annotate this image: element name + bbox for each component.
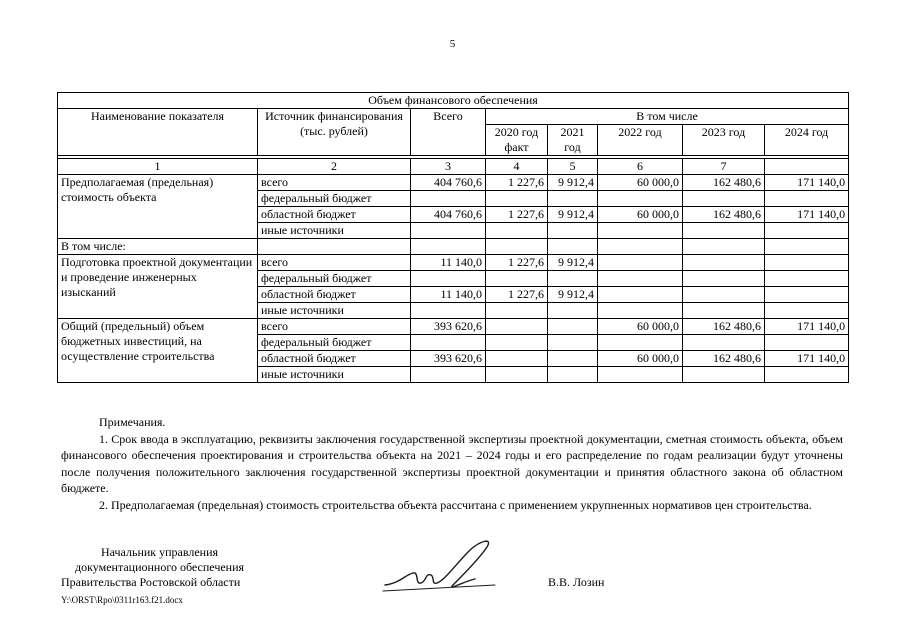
row-source: всего — [258, 255, 411, 271]
cell-total: 393 620,6 — [411, 319, 486, 335]
header-total: Всего — [411, 109, 486, 156]
row-source: иные источники — [258, 223, 411, 239]
cell-2020 — [486, 319, 548, 335]
cell-total — [411, 335, 486, 351]
cell-2022: 60 000,0 — [598, 351, 683, 367]
cell-2024 — [765, 287, 849, 303]
signer-name: В.В. Лозин — [548, 575, 605, 589]
row-indicator: Подготовка проектной документации и проведение инженерных изысканий — [58, 255, 258, 319]
row-source: федеральный бюджет — [258, 335, 411, 351]
header-2022: 2022 год — [598, 125, 683, 156]
header-indicator: Наименование показателя — [58, 109, 258, 156]
cell-2020 — [486, 367, 548, 383]
cell-2022: 60 000,0 — [598, 175, 683, 191]
file-path: Y:\ORST\Rpo\0311r163.f21.docx — [61, 595, 183, 605]
note-item: 1. Срок ввода в эксплуатацию, реквизиты заключения государственной экспертизы проектной документации, сметная стоимость объекта, объем финансового обеспечения проектирования и строительства объекта на 2021 – 2024 годы и его распределение по годам реализации будут уточнены после получения положительного заключения государственной экспертизы проектной документации и принятия областного закона об областном бюджете. — [61, 431, 843, 495]
cell-2021 — [548, 319, 598, 335]
header-including: В том числе — [486, 109, 849, 125]
cell-2022 — [598, 303, 683, 319]
cell-2021 — [548, 351, 598, 367]
header-2020: 2020 год факт — [486, 125, 548, 156]
cell-2024: 171 140,0 — [765, 207, 849, 223]
cell-2023 — [683, 335, 765, 351]
column-number: 6 — [598, 159, 683, 175]
financing-table — [57, 92, 849, 383]
cell-2024: 171 140,0 — [765, 351, 849, 367]
row-source: федеральный бюджет — [258, 271, 411, 287]
column-numbers-row — [58, 159, 849, 175]
cell-2023 — [683, 223, 765, 239]
header-2024: 2024 год — [765, 125, 849, 156]
signature-position — [61, 545, 244, 590]
cell-2023: 162 480,6 — [683, 319, 765, 335]
cell-total — [411, 223, 486, 239]
cell-2021 — [548, 271, 598, 287]
header-source: Источник финансирования (тыс. рублей) — [258, 109, 411, 156]
cell-2020 — [486, 271, 548, 287]
cell-2023: 162 480,6 — [683, 207, 765, 223]
table-row — [58, 175, 849, 191]
position-line: Правительства Ростовской области — [61, 575, 241, 589]
cell-2023 — [683, 255, 765, 271]
notes-title: Примечания. — [99, 415, 166, 429]
cell-2024: 171 140,0 — [765, 319, 849, 335]
cell-2022 — [598, 287, 683, 303]
cell-total — [411, 367, 486, 383]
empty-cell — [411, 239, 486, 255]
row-source: областной бюджет — [258, 351, 411, 367]
header-2023: 2023 год — [683, 125, 765, 156]
cell-2021: 9 912,4 — [548, 207, 598, 223]
cell-2022 — [598, 271, 683, 287]
column-number — [765, 159, 849, 175]
cell-2021: 9 912,4 — [548, 287, 598, 303]
cell-total: 404 760,6 — [411, 175, 486, 191]
empty-cell — [486, 239, 548, 255]
cell-2020: 1 227,6 — [486, 207, 548, 223]
cell-2024 — [765, 271, 849, 287]
cell-total — [411, 303, 486, 319]
cell-total — [411, 271, 486, 287]
page-number: 5 — [449, 38, 456, 50]
handwritten-signature — [375, 535, 505, 600]
cell-2022 — [598, 255, 683, 271]
cell-2023: 162 480,6 — [683, 175, 765, 191]
empty-cell — [548, 239, 598, 255]
cell-total — [411, 191, 486, 207]
cell-2020 — [486, 191, 548, 207]
row-source: областной бюджет — [258, 207, 411, 223]
cell-2020: 1 227,6 — [486, 255, 548, 271]
row-source: всего — [258, 319, 411, 335]
row-source: областной бюджет — [258, 287, 411, 303]
header-2021: 2021 год — [548, 125, 598, 156]
note-item: 2. Предполагаемая (предельная) стоимость строительства объекта рассчитана с применением укрупненных нормативов цен строительства. — [99, 497, 812, 512]
cell-2023 — [683, 271, 765, 287]
cell-2021 — [548, 191, 598, 207]
cell-total: 404 760,6 — [411, 207, 486, 223]
column-number: 1 — [58, 159, 258, 175]
table-row — [58, 319, 849, 335]
table-row — [58, 255, 849, 271]
empty-cell — [683, 239, 765, 255]
row-indicator: Общий (предельный) объем бюджетных инвестиций, на осуществление строительства — [58, 319, 258, 383]
cell-2021 — [548, 303, 598, 319]
row-source: федеральный бюджет — [258, 191, 411, 207]
cell-2020 — [486, 223, 548, 239]
cell-2020 — [486, 335, 548, 351]
cell-2021 — [548, 367, 598, 383]
cell-2023 — [683, 191, 765, 207]
cell-2020: 1 227,6 — [486, 175, 548, 191]
cell-2024 — [765, 367, 849, 383]
notes-section — [61, 414, 843, 513]
cell-2022 — [598, 367, 683, 383]
row-source: иные источники — [258, 303, 411, 319]
cell-2022: 60 000,0 — [598, 207, 683, 223]
cell-2023 — [683, 367, 765, 383]
position-line: Начальник управления — [101, 545, 219, 559]
section-label: В том числе: — [58, 239, 258, 255]
cell-total: 11 140,0 — [411, 287, 486, 303]
cell-2022: 60 000,0 — [598, 319, 683, 335]
position-line: документационного обеспечения — [75, 560, 245, 574]
empty-cell — [598, 239, 683, 255]
cell-2024 — [765, 191, 849, 207]
cell-2021: 9 912,4 — [548, 255, 598, 271]
column-number: 4 — [486, 159, 548, 175]
cell-2022 — [598, 335, 683, 351]
row-indicator: Предполагаемая (предельная) стоимость объекта — [58, 175, 258, 239]
cell-2020: 1 227,6 — [486, 287, 548, 303]
cell-total: 11 140,0 — [411, 255, 486, 271]
cell-2022 — [598, 223, 683, 239]
cell-2020 — [486, 351, 548, 367]
cell-total: 393 620,6 — [411, 351, 486, 367]
cell-2024 — [765, 335, 849, 351]
empty-cell — [258, 239, 411, 255]
cell-2024 — [765, 223, 849, 239]
cell-2024 — [765, 255, 849, 271]
cell-2020 — [486, 303, 548, 319]
cell-2023 — [683, 287, 765, 303]
column-number: 7 — [683, 159, 765, 175]
column-number: 2 — [258, 159, 411, 175]
row-source: всего — [258, 175, 411, 191]
cell-2021 — [548, 223, 598, 239]
row-source: иные источники — [258, 367, 411, 383]
empty-cell — [765, 239, 849, 255]
cell-2024 — [765, 303, 849, 319]
cell-2022 — [598, 191, 683, 207]
cell-2021: 9 912,4 — [548, 175, 598, 191]
table-caption: Объем финансового обеспечения — [58, 93, 849, 109]
cell-2024: 171 140,0 — [765, 175, 849, 191]
cell-2021 — [548, 335, 598, 351]
cell-2023: 162 480,6 — [683, 351, 765, 367]
column-number: 3 — [411, 159, 486, 175]
column-number: 5 — [548, 159, 598, 175]
cell-2023 — [683, 303, 765, 319]
section-row — [58, 239, 849, 255]
